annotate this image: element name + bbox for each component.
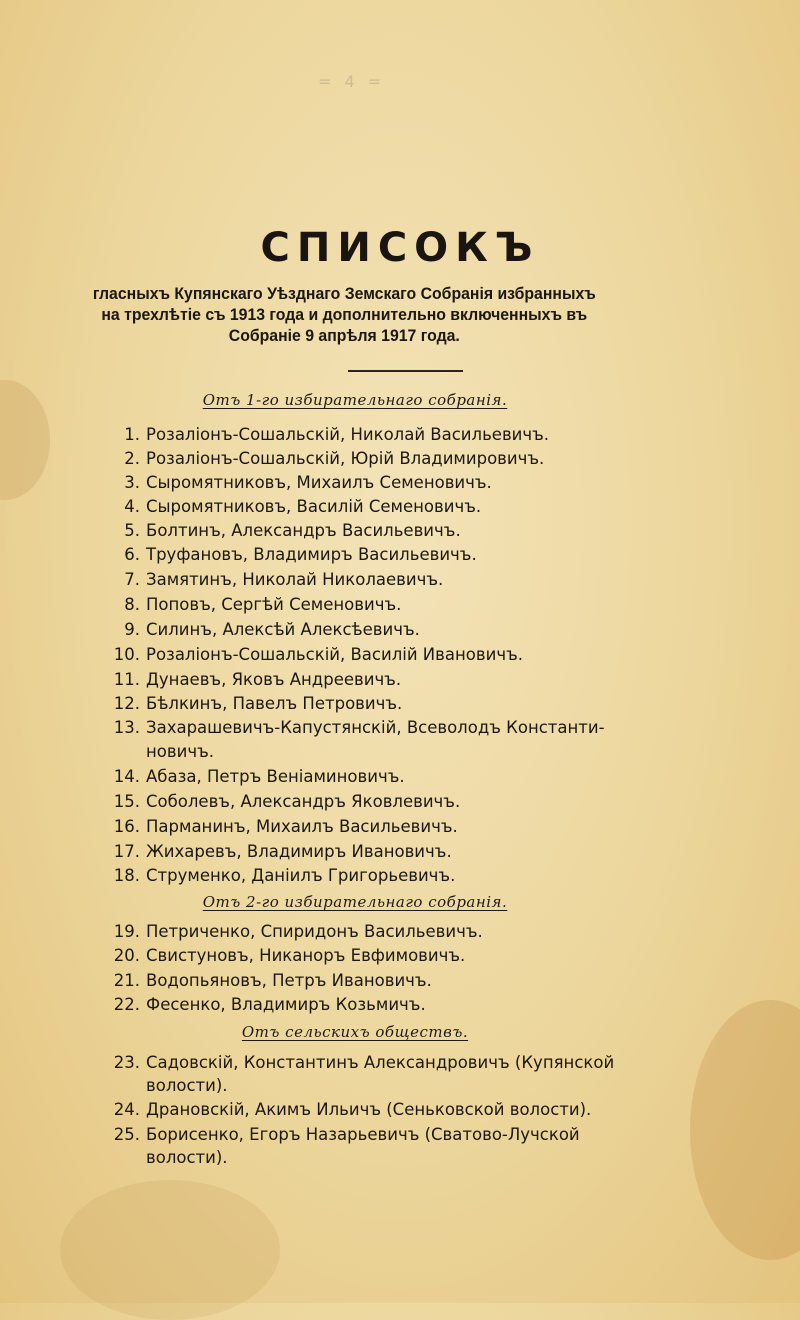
list-item: 23. Садовскій, Константинъ Александровичъ (Купянской bbox=[113, 1053, 615, 1072]
list-item: 25. Борисенко, Егоръ Назарьевичъ (Сватово-Лучской bbox=[113, 1125, 580, 1144]
list-item: 20. Свистуновъ, Никаноръ Евфимовичъ. bbox=[113, 946, 466, 965]
subtitle-line: на трехлѣтіе съ 1913 года и дополнительно включенныхъ въ bbox=[101, 305, 588, 324]
list-item: 2. Розаліонъ-Сошальскій, Юрій Владимировичъ. bbox=[124, 449, 545, 468]
list-item: 14. Абаза, Петръ Веніаминовичъ. bbox=[113, 767, 405, 786]
document-subtitle bbox=[56, 283, 633, 346]
document-title: СПИСОКЪ bbox=[260, 225, 540, 271]
divider-rule bbox=[348, 370, 463, 372]
list-item: 9. Силинъ, Алексѣй Алексѣевичъ. bbox=[124, 620, 420, 639]
list-item: 22. Фесенко, Владимиръ Козьмичъ. bbox=[113, 995, 426, 1014]
section-heading: Отъ 2-го избирательнаго собранія. bbox=[202, 893, 508, 911]
list-item-continuation: новичъ. bbox=[146, 742, 214, 761]
list-item: 12. Бѣлкинъ, Павелъ Петровичъ. bbox=[113, 694, 403, 713]
list-item: 6. Труфановъ, Владимиръ Васильевичъ. bbox=[124, 545, 477, 564]
list-item: 4. Сыромятниковъ, Василій Семеновичъ. bbox=[124, 497, 482, 516]
list-item-continuation: волости). bbox=[146, 1076, 228, 1095]
list-item: 13. Захарашевичъ-Капустянскій, Всеволодъ Константи- bbox=[113, 718, 605, 737]
list-item: 5. Болтинъ, Александръ Васильевичъ. bbox=[124, 521, 461, 540]
list-item: 8. Поповъ, Сергѣй Семеновичъ. bbox=[124, 595, 402, 614]
list-item: 19. Петриченко, Спиридонъ Васильевичъ. bbox=[113, 922, 483, 941]
subtitle-line: гласныхъ Купянскаго Уѣзднаго Земскаго Собранія избранныхъ bbox=[92, 284, 596, 303]
section-heading: Отъ сельскихъ обществъ. bbox=[241, 1023, 469, 1041]
list-item: 3. Сыромятниковъ, Михаилъ Семеновичъ. bbox=[124, 473, 492, 492]
subtitle-line: Собраніе 9 апрѣля 1917 года. bbox=[228, 326, 460, 345]
page-number: = 4 = bbox=[318, 72, 386, 91]
list-item: 1. Розаліонъ-Сошальскій, Николай Васильевичъ. bbox=[124, 425, 550, 444]
list-item: 10. Розаліонъ-Сошальскій, Василій Ивановичъ. bbox=[113, 645, 523, 664]
list-item: 16. Парманинъ, Михаилъ Васильевичъ. bbox=[113, 817, 458, 836]
list-item: 18. Струменко, Даніилъ Григорьевичъ. bbox=[113, 866, 456, 885]
list-item: 7. Замятинъ, Николай Николаевичъ. bbox=[124, 570, 444, 589]
section-heading: Отъ 1-го избирательнаго собранія. bbox=[202, 391, 508, 409]
list-item: 21. Водопьяновъ, Петръ Ивановичъ. bbox=[113, 971, 432, 990]
list-item: 15. Соболевъ, Александръ Яковлевичъ. bbox=[113, 792, 461, 811]
paper-stain bbox=[60, 1180, 280, 1320]
list-item: 24. Драновскій, Акимъ Ильичъ (Сеньковской волости). bbox=[113, 1100, 592, 1119]
list-item: 11. Дунаевъ, Яковъ Андреевичъ. bbox=[113, 670, 402, 689]
list-item: 17. Жихаревъ, Владимиръ Ивановичъ. bbox=[113, 842, 452, 861]
list-item-continuation: волости). bbox=[146, 1148, 228, 1167]
